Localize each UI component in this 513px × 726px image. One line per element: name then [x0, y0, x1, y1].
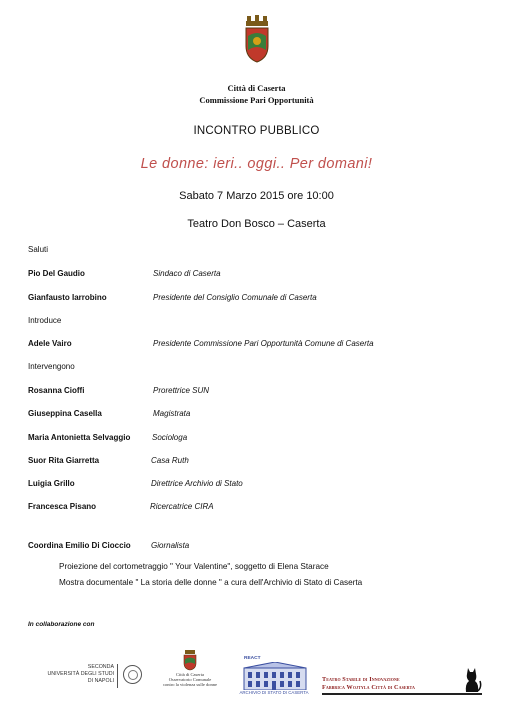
moderator-name: Coordina Emilio Di Cioccio	[28, 541, 131, 550]
osservatorio-logo	[160, 649, 220, 701]
speaker-name: Adele Vairo	[28, 339, 72, 348]
speaker-name: Gianfausto Iarrobino	[28, 293, 107, 302]
city-crest-icon	[242, 14, 272, 64]
section-intervengono: Intervengono	[28, 362, 75, 371]
speaker-role: Magistrata	[153, 409, 191, 418]
speaker-role: Presidente del Consiglio Comunale di Caserta	[153, 293, 317, 302]
section-saluti: Saluti	[28, 245, 49, 254]
moderator-role: Giornalista	[151, 541, 190, 550]
react-tag: REACT	[244, 656, 261, 661]
osservatorio-logo-text: Città di Caserta Osservatorio Comunale contro la violenza sulle donne	[163, 672, 217, 688]
commission-name: Commissione Pari Opportunità	[199, 95, 314, 105]
speaker-role: Sindaco di Caserta	[153, 269, 221, 278]
event-type: INCONTRO PUBBLICO	[193, 125, 320, 137]
speaker-name: Pio Del Gaudio	[28, 269, 85, 278]
speaker-role: Prorettrice SUN	[153, 386, 210, 395]
speaker-role: Casa Ruth	[151, 456, 189, 465]
event-venue: Teatro Don Bosco – Caserta	[187, 218, 326, 230]
teatro-line-1: Teatro Stabile di Innovazione	[322, 676, 400, 683]
sun-university-logo	[38, 662, 142, 696]
section-introduce: Introduce	[28, 316, 62, 325]
speaker-name: Rosanna Cioffi	[28, 386, 85, 395]
speaker-name: Maria Antonietta Selvaggio	[28, 433, 131, 442]
archivio-stato-logo	[238, 656, 310, 700]
building-icon	[242, 662, 308, 690]
sun-logo-text: SECONDA UNIVERSITÀ DEGLI STUDI DI NAPOLI	[47, 664, 114, 684]
city-name: Città di Caserta	[227, 83, 286, 93]
teatro-stabile-logo	[322, 671, 482, 697]
speaker-role: Presidente Commissione Pari Opportunità Comune di Caserta	[153, 339, 374, 348]
teatro-line-2: Fabbrica Wojtyla Città di Caserta	[322, 684, 415, 691]
extra-exhibition: Mostra documentale " La storia delle donne " a cura dell'Archivio di Stato di Caserta	[59, 578, 363, 587]
speaker-name: Luigia Grillo	[28, 479, 75, 488]
collaboration-label: In collaborazione con	[28, 621, 95, 628]
speaker-role: Direttrice Archivio di Stato	[151, 479, 243, 488]
event-date: Sabato 7 Marzo 2015 ore 10:00	[179, 190, 334, 202]
archivio-caption: ARCHIVIO DI STATO DI CASERTA	[239, 690, 309, 695]
extra-screening: Proiezione del cortometraggio " Your Valentine", soggetto di Elena Starace	[59, 562, 329, 571]
speaker-name: Francesca Pisano	[28, 502, 97, 511]
speaker-role: Ricercatrice CIRA	[150, 502, 214, 511]
speaker-name: Giuseppina Casella	[28, 409, 102, 418]
speaker-name: Suor Rita Giarretta	[28, 456, 100, 465]
event-title: Le donne: ieri.. oggi.. Per domani!	[140, 156, 373, 172]
seal-icon	[123, 665, 142, 684]
speaker-role: Sociologa	[152, 433, 188, 442]
black-cat-icon	[462, 665, 482, 693]
crest-icon	[183, 649, 197, 671]
